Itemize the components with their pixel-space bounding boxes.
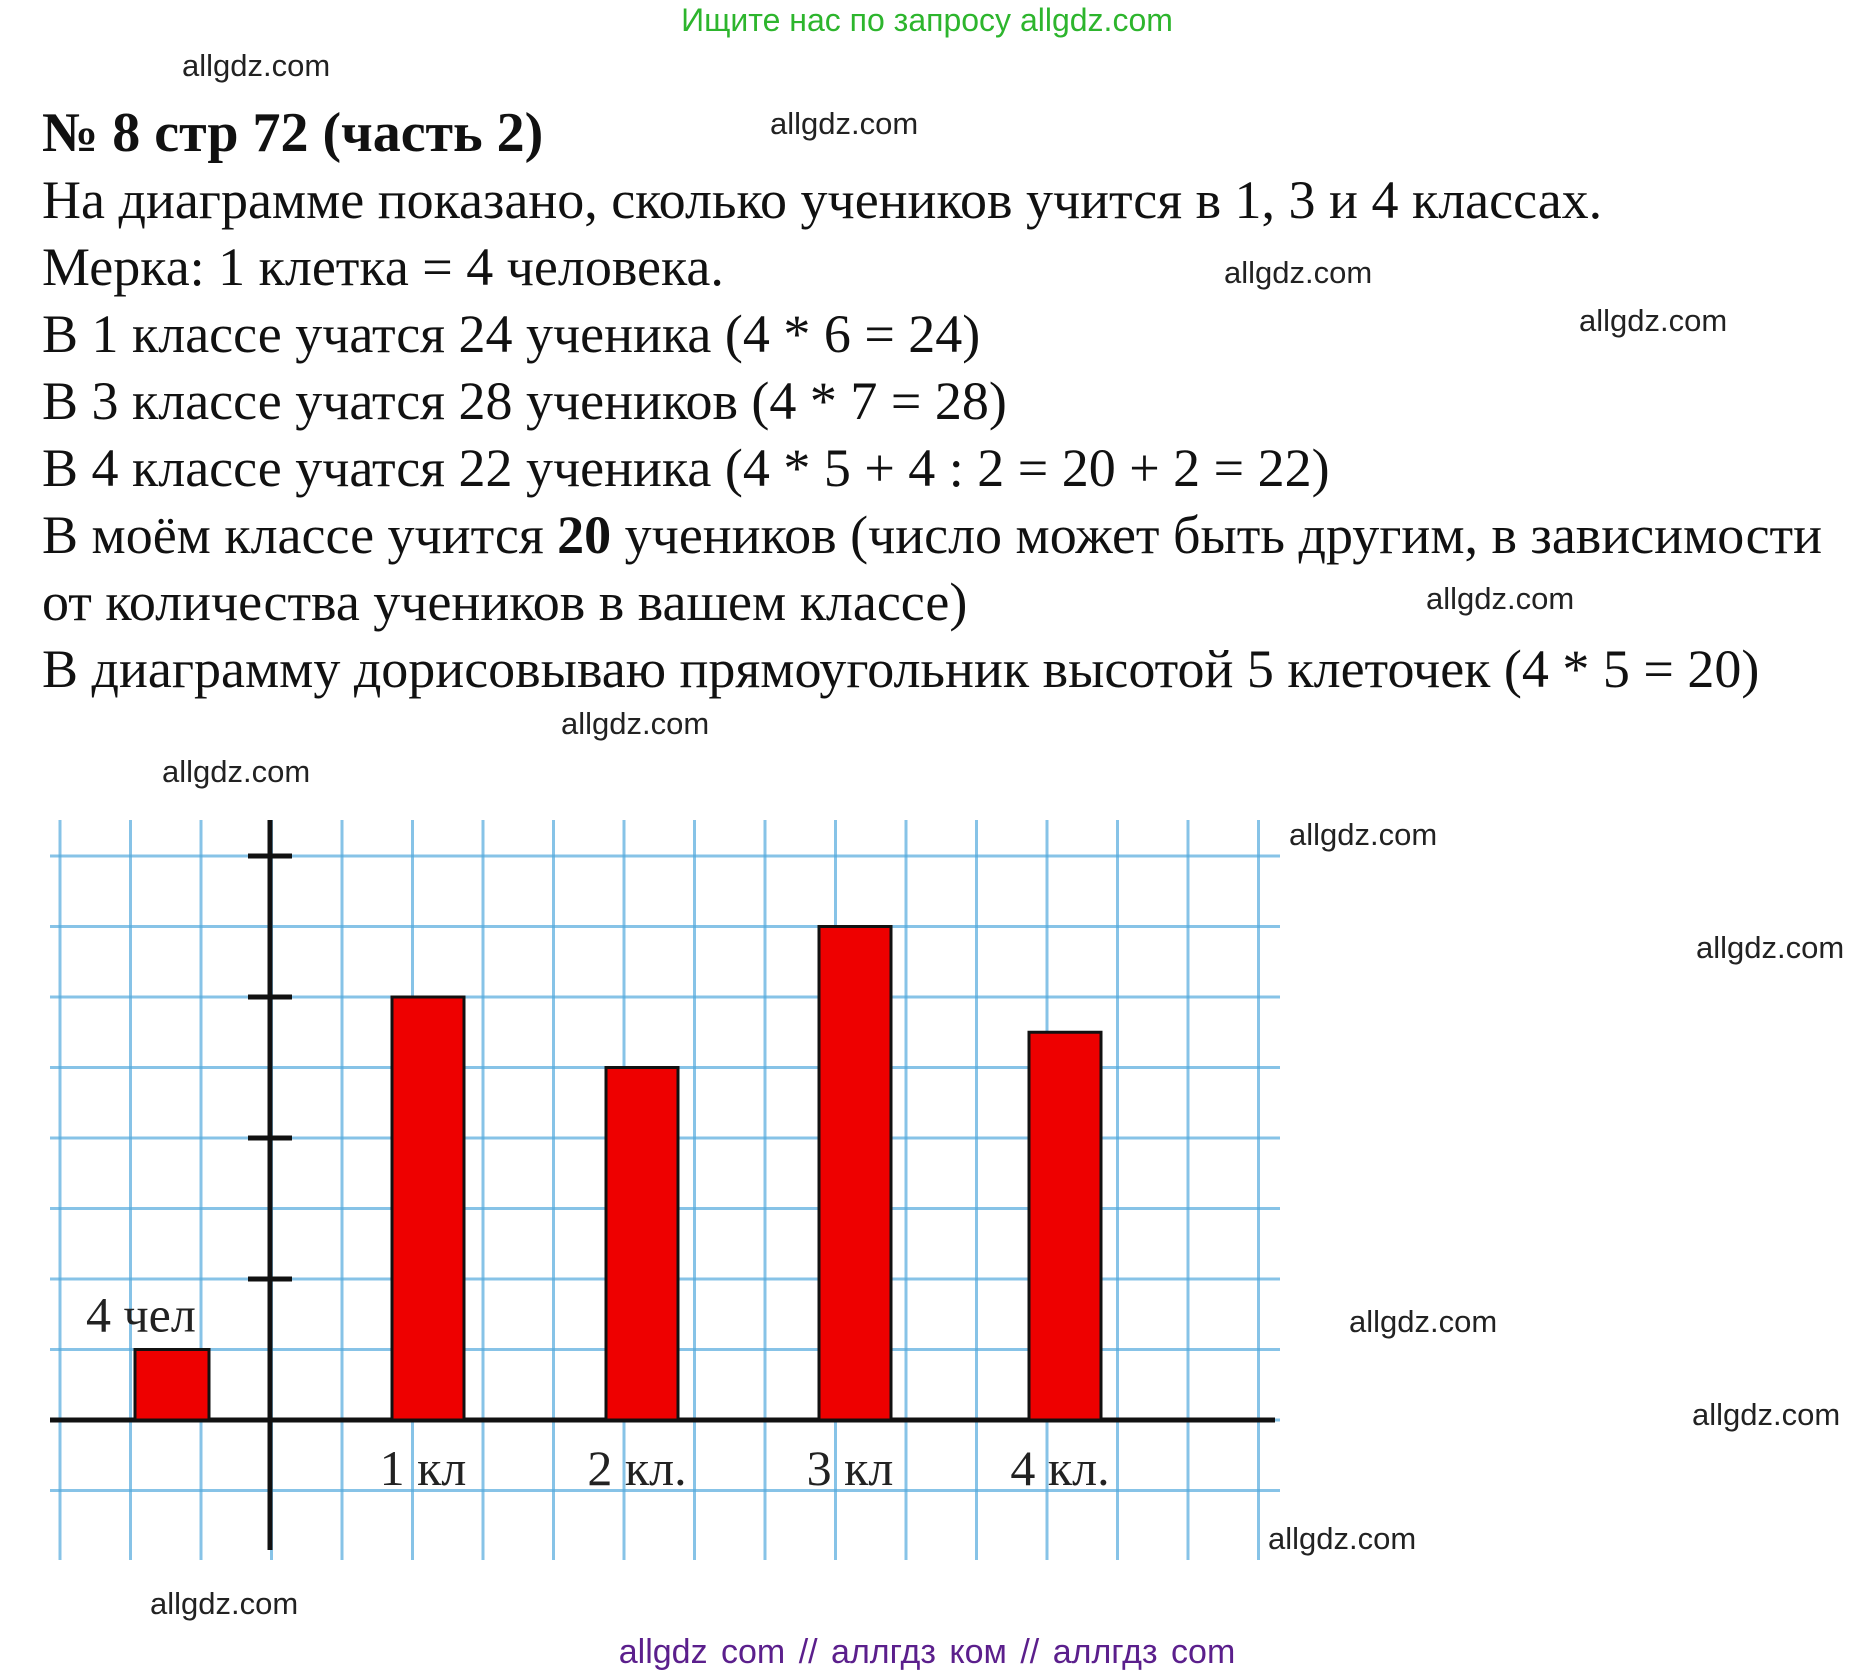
watermark: allgdz.com xyxy=(1426,581,1575,616)
bar xyxy=(819,927,891,1421)
top-banner[interactable]: Ищите нас по запросу allgdz.com xyxy=(681,2,1173,38)
bottom-banner[interactable]: allgdz com // аллгдз ком // аллгдз com xyxy=(618,1633,1236,1671)
task-line-5: В 4 классе учатся 22 ученика (4 * 5 + 4 : 2 = 20 + 2 = 22) xyxy=(42,438,1330,498)
task-line-6-pre: В моём классе учится xyxy=(42,505,558,565)
watermark: allgdz.com xyxy=(770,106,919,141)
bar xyxy=(392,997,464,1420)
watermark: allgdz.com xyxy=(1692,1397,1841,1432)
bar xyxy=(1029,1032,1101,1420)
watermark: allgdz.com xyxy=(561,706,710,741)
watermark: allgdz.com xyxy=(150,1586,299,1621)
task-line-4: В 3 классе учатся 28 учеников (4 * 7 = 28) xyxy=(42,371,1007,431)
legend-bar xyxy=(135,1350,209,1421)
watermark: allgdz.com xyxy=(182,48,331,83)
category-label: 1 кл xyxy=(379,1440,467,1496)
watermark: allgdz.com xyxy=(1696,930,1845,965)
task-line-6-number: 20 xyxy=(557,505,612,565)
task-line-1: На диаграмме показано, сколько учеников учится в 1, 3 и 4 классах. xyxy=(42,170,1603,230)
category-label: 4 кл. xyxy=(1010,1440,1110,1496)
watermark: allgdz.com xyxy=(1224,255,1373,290)
bar xyxy=(606,1068,678,1421)
category-label: 2 кл. xyxy=(587,1440,687,1496)
task-title: № 8 стр 72 (часть 2) xyxy=(42,102,544,164)
category-label: 3 кл xyxy=(806,1440,894,1496)
watermark: allgdz.com xyxy=(1579,303,1728,338)
watermark: allgdz.com xyxy=(1268,1521,1417,1556)
task-line-3: В 1 классе учатся 24 ученика (4 * 6 = 24) xyxy=(42,304,981,364)
watermark: allgdz.com xyxy=(1289,817,1438,852)
task-line-7: В диаграмму дорисовываю прямоугольник высотой 5 клеточек (4 * 5 = 20) xyxy=(42,639,1760,699)
bar-chart xyxy=(50,820,1280,1560)
bar-chart-svg xyxy=(50,820,1280,1560)
task-line-2: Мерка: 1 клетка = 4 человека. xyxy=(42,237,724,297)
task-line-6-post: учеников (число может быть другим, в зависимости от количества учеников в вашем классе) xyxy=(42,505,1823,632)
watermark: allgdz.com xyxy=(162,754,311,789)
watermark: allgdz.com xyxy=(1349,1304,1498,1339)
legend-label: 4 чел xyxy=(86,1286,196,1343)
